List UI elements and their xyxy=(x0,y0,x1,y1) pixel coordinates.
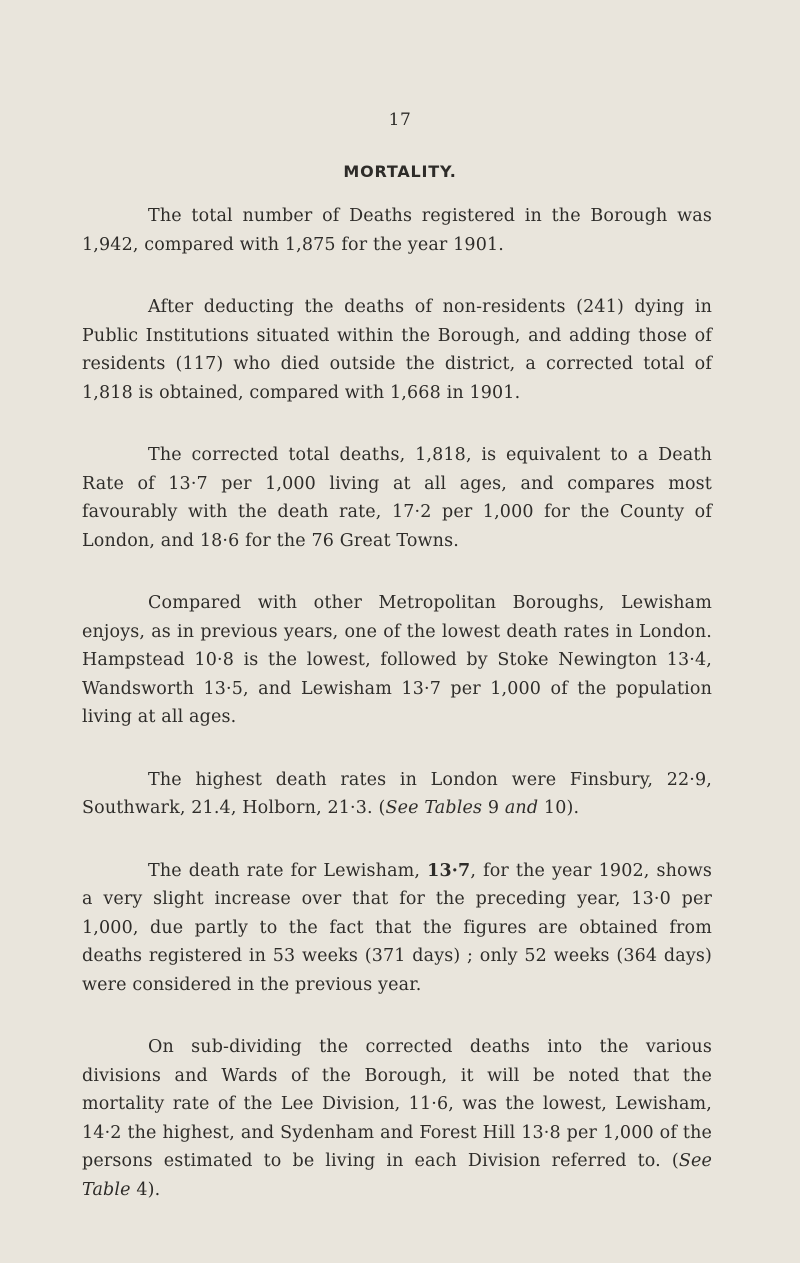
paragraph-lewisham-rate xyxy=(82,857,712,1000)
see-tables-ref: See Tables xyxy=(385,798,483,818)
see-table-ref: See Table xyxy=(82,1151,712,1200)
paragraph-total-deaths: The total number of Deaths registered in the Borough was 1,942, compared with 1,875 for the year 1901. xyxy=(82,206,712,255)
body-text xyxy=(82,202,712,1238)
page-number: 17 xyxy=(388,110,412,130)
paragraph-corrected-total: After deducting the deaths of non-residents (241) dying in Public Institutions situated within the Borough, and adding those of residents (117) who died outside the district, a corrected total of 1,818 is obtained, compared with 1,668 in 1901. xyxy=(82,297,712,403)
and-ref: and xyxy=(504,798,539,818)
paragraph-highest-rates xyxy=(82,766,712,823)
divisions-text: On sub-dividing the corrected deaths into the various divisions and Wards of the Borough, it will be noted that the mortality rate of the Lee Division, 11·6, was the lowest, Lewisham, 14·2 the highest, and Sydenham and Forest Hill 13·8 per 1,000 of the persons estimated to be living in each Division referred to. ( xyxy=(82,1037,712,1171)
paragraph-metropolitan-comparison: Compared with other Metropolitan Boroughs, Lewisham enjoys, as in previous years, one of the lowest death rates in London. Hampstead 10·8 is the lowest, followed by Stoke Newington 13·4, Wandsworth 13·5, and Lewisham 13·7 per 1,000 of the population living at all ages. xyxy=(82,593,712,727)
table-ref-4: 4). xyxy=(130,1179,161,1200)
lewisham-rate-intro: The death rate for Lewisham, xyxy=(148,860,428,881)
section-heading: MORTALITY. xyxy=(343,162,457,181)
lewisham-rate-value: 13·7 xyxy=(427,860,471,881)
highest-rates-text: The highest death rates in London were Finsbury, 22·9, Southwark, 21.4, Holborn, 21·3. ( xyxy=(82,769,712,818)
paragraph-death-rate: The corrected total deaths, 1,818, is equivalent to a Death Rate of 13·7 per 1,000 living at all ages, and compares most favourably with the death rate, 17·2 per 1,000 for the County of London, and 18·6 for the 76 Great Towns. xyxy=(82,445,712,551)
table-ref-10: 10). xyxy=(538,798,580,818)
table-ref-9: 9 xyxy=(482,798,505,818)
lewisham-rate-text: , for the year 1902, shows a very slight increase over that for the preceding year, 13·0 per 1,000, due partly to the fact that the figures are obtained from deaths registered in 53 weeks (371 days) ; only 52 weeks (364 days) were considered in the previous year. xyxy=(82,860,712,995)
paragraph-divisions xyxy=(82,1033,712,1204)
